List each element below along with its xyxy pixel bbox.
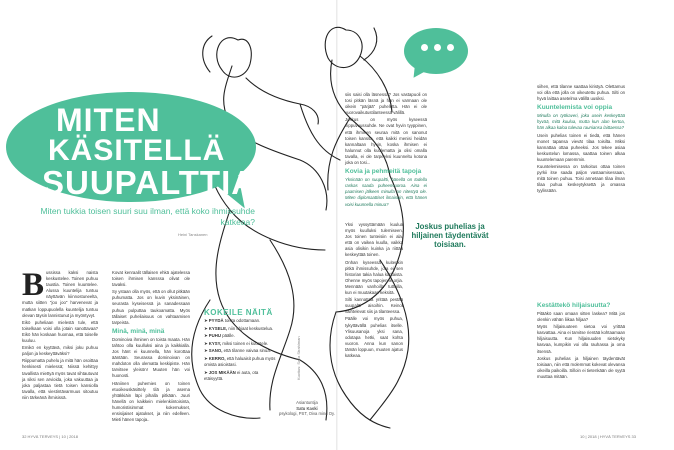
tip-item: ➤ PUHU päälle. [204, 333, 235, 339]
tips-box [204, 310, 278, 383]
tips-title: KOKEILE NÄITÄ [204, 308, 273, 317]
expert-label: Asiantuntija [296, 400, 318, 405]
illustration-credit: Kuvitus: Salla Strahlman [296, 336, 301, 380]
body-column-2 [112, 270, 190, 424]
headline-line-2: KÄSITELLÄ [48, 134, 226, 167]
paragraph: Häniinen puhemies on toinen etuoikeuskäsittely tilä ja asema yhtäkkiäin läpi pihalla pitkään. Juuri hänellä on kaikkein mielenkiintoisinta, humoristisimmat kokemukset, ensisijaiset ajatukset, ja niin edelleen. Mieti hänen tapoja.. [112, 380, 190, 423]
body-column-4b [537, 300, 625, 381]
paragraph: Joskus on myös kyseessä riippuvuussuhde. Ne ovat hyvin tyyppinen, että ihminen seuraa mitä on sanonut toisen kanssa, että kaikki menisi heidän kannaltaan hyvin, koska ihmisen ei halunnut olla kuulematta ja olisi omalla tavalla, ei ole tarpeeksi kuunneltu kotona joka on tosi... [345, 117, 427, 166]
paragraph: Joskus puhelias ja hiljainen täydentävät toisiaan, niin että molemmat kokevat olevansa oikeilla paikoilla. Silloin ei tietenkään ole syytä muuttaa mitään. [537, 355, 625, 379]
paragraph: Eikö puheliaan mielestä tule, että toiselkaan voisi olla jotain sanottavaa? Eikö hän koskaan huomaa, että toiselle kuuluu. [22, 319, 98, 344]
paragraph: Myös hiljaisuuteen sietoa voi yrittää kasvattaa. Aina ei tarvitse rientää kohtaamaan hiljaisuutta. Kun hiljaisuuden sietokyky kasvaa, kumpikin voi olla rauhassa ja oma itsensä. [537, 324, 625, 354]
tip-item: ➤ KERRO, että haluaisit puhua myös omista asioistasi. [204, 356, 276, 368]
paragraph: Dominoiva ihminen on toista maata. Hän tahtoo olla kuulluksi aina ja kaikkialla. Jos hänt ei kuunnella, hän korottaa ääntään. Seurassa dominoivan on mahdoton olla olematta keskipiste. Hän tarvitsee yleisön! Muuten hän voi huonosti. [112, 336, 190, 379]
subheading: Kuuntelemista voi oppia [537, 104, 613, 112]
expert-role: psykologi, PST, Oiva mind Oy. [278, 411, 335, 416]
paragraph: siis saisi olla läsnessä? Jos vastapuoli on tosi pitkän läsnä ja hän ei varmaan ole oikein "pärjää" puhelutta. Hän ei ole vuorovaikutustilanteessa välillä. [345, 92, 427, 116]
subheading: Kestättekö hiljaisuutta? [537, 302, 611, 309]
headline-line-3: SUUPALTTIA? [42, 164, 278, 201]
paragraph: Riippumatta puhelu ja mitä hän osoittaa henkisesti mielessä; Niissä kehittyy tavallista miettyä myös tavat sihtautuvat ja siksi sen arvioida, joka vakuuttaa ja joka paljastaa tietä toisen kansiolla tavalla, että viestintävarmuus sitoutuu niin tärkeänä ihmisissä. [22, 358, 98, 400]
folio-right: 10 | 2018 | HYVÄ TERVEYS 33 [580, 434, 636, 439]
tip-item: ➤ SANO, että tilanne vaivaa sinua. [204, 348, 271, 354]
paragraph: Yksi vyssyttämään kuulua myös kuulluksi tulemiseen. Jos toinen tunteisiin ei ala, että on vaikea kuulla, vaikka asia olisikin kuinka ja riittää keskeyttää toinen. [345, 222, 403, 258]
paragraph: Kuuntelemisessa on tarkoitus ottaa toinen pyrkii itse saada paljon vastaamisessaan, mitä toinen puhuu. Toisi annetaan tilaa ilman tilaa puhua keskeytyksettä ja omassa tyylissään. [537, 164, 625, 194]
tip-item: ➤ KYSY, miksi toinen ei kuuntele. [204, 340, 269, 346]
paragraph: Pitääkö saan omaan sitten laskea? Mitä jos olenkin vähän liikaa hiljaa? [537, 311, 625, 323]
byline: Heini Tanskanen [178, 232, 208, 237]
tip-item: ➤ KYSELE, niin ohjaat keskustelua. [204, 325, 274, 331]
paragraph: siihen, että tilanne saattaa kiristyä. Olettamus voi olla että jolla on oikeutettu puhua. Silti on hyvä laittaa asetelma välillä uusiksi. [537, 84, 625, 102]
folio-left: 32 HYVÄ TERVEYS | 10 | 2018 [22, 434, 78, 439]
pull-quote: Joskus puhelias ja hiljainen täydentävät toisiaan. [411, 222, 489, 249]
paragraph: Sy ystaan olla myös, että on ollut pitkään puhumatta. Jos on kuvin yksinäinen, seurasta kyseisessä ja sanadessaan puhua pulputtaa taukoamatta. Myös tällaiset puheliaisuus on vahtaamisen tarpeista. [112, 289, 190, 325]
paragraph: Päälle voi myös puhua, tykyttävällä puhelias itselle. Ylisuusanoja yksi sana, odotapa hetki, saat kohta vuoron. Anna kun sanon tämän loppuun, muuten ajatus katkeaa. [345, 316, 403, 358]
subheading: Minä, minä, minä [112, 327, 165, 335]
body-column-3b [345, 222, 403, 360]
ellipsis-dots-icon [421, 44, 454, 51]
tip-item: ➤ PYYDÄ toista odottamaan. [204, 318, 261, 324]
body-column-3 [345, 92, 427, 209]
body-column-1 [22, 267, 98, 402]
paragraph: Usein puhelias toinen ei tiedä, että hänen monet tapansa vievät tilaa toisilta. Miksi kannattaa ottaa puheeksi. Jos tekee asiaa keskustelun lomassa, saattaa toinen alkaa kuuntelemaan paremmin. [537, 132, 625, 162]
subheading: Kovia ja pehmeitä tapoja [345, 168, 422, 176]
paragraph: Silti kannattaa yrittää pestää suupaltti aisoihin. Keinot vaihtelevat siis ja tilanteessa. [345, 297, 403, 315]
paragraph: Emikö en kyyttävä, miksi joku puhuu paljon ja keskeyttäväksi? [22, 345, 98, 357]
expert-name: Satu Kaski [296, 405, 318, 411]
lead-paragraph: Miten tukkia toisen suuri suu ilman, että koko ihmissuhde katkeaa? [40, 206, 255, 227]
expert-credit [272, 400, 342, 417]
paragraph: Kovat kenraalit tällaisen ehkä ajatelessa toisen ihmisen kansssa olivat ole tavaksi. [112, 270, 190, 288]
tip-item: ➤ JOS MIKÄÄN ei auta, ota etäisyyttä. [204, 369, 259, 381]
paragraph: Onhan kyseessä kuitenkin pitkä ihmissuhde, jota ei sen historian takia halua katkaista. Ohenne myös tapojenne orjia. Mennään vanhoilla tuttuilla, kun ei muutakaan keksitä. [345, 259, 403, 296]
paragraph: Yksinään on suupaltti, hänellä on todella raskas saada puheenvuoroa. Aina ei paamisen jälkeen minulla on nitestyä ole. Miten diplomaattiset ilmaisuin, että hänen voisi kuunnella minua? [345, 177, 427, 207]
paragraph: ussissa kaksi naista keskustelee. Toinen puhuu taustia. Toinen kuuntelee. Alussa kuuntelija tuntuu näyttävän kiinnostuneelta, mutta siitten "joo joo" harvenevat ja matkan loppupuolella kuuntelija tuntuu olevan täysin lannistunut ja myöntyvyt. [22, 270, 98, 318]
paragraph: Minulla on työkaveri, joka usein keskeyttää hyvää, mitä kuulua, mutta kun alan kertoa, hän alkaa kaloa tulevaa rauniansa laittaessa? [537, 113, 625, 131]
headline-line-1: MITEN [56, 102, 161, 138]
drop-cap: B [22, 267, 45, 303]
body-column-4 [537, 84, 625, 196]
